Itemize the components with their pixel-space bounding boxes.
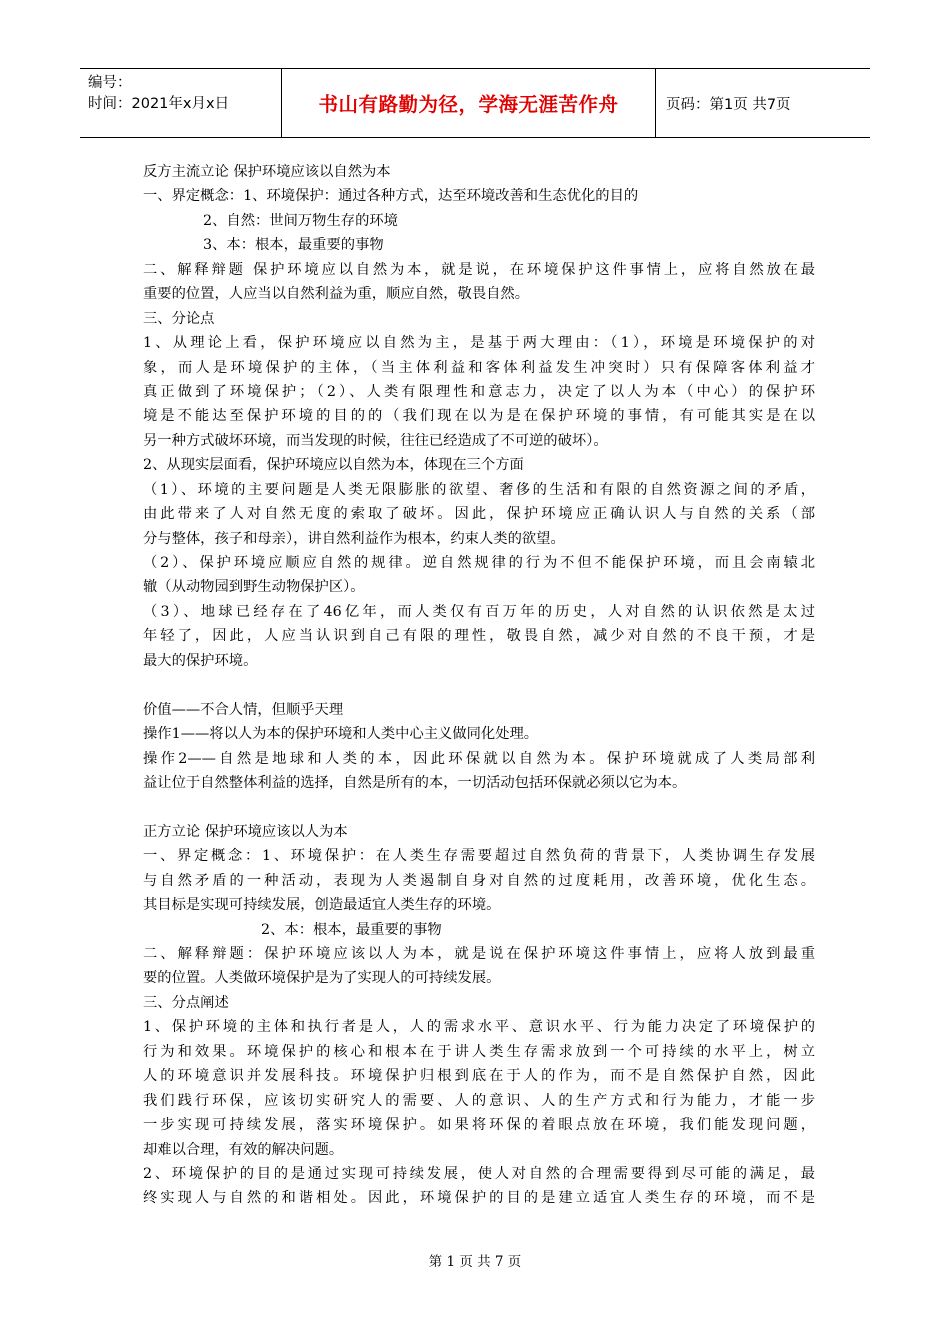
body-line: 境是不能达至保护环境的目的的（我们现在以为是在保护环境的事情，有可能其实是在以 (143, 408, 815, 425)
blank-line (143, 673, 815, 697)
blank-line (143, 795, 815, 819)
body-line: 我们践行环保，应该切实研究人的需要、人的意识、人的生产方式和行为能力，才能一步 (143, 1092, 815, 1109)
document-body (143, 160, 815, 1211)
body-line: 二、解释辩题：保护环境应该以人为本，就是说在保护环境这件事情上，应将人放到最重 (143, 946, 815, 962)
header-page-number: 页码：第1页 共7页 (666, 96, 791, 113)
body-line: 价值——不合人情，但顺乎天理 (143, 701, 344, 718)
body-line: 三、分论点 (143, 310, 215, 327)
body-line: 益让位于自然整体利益的选择，自然是所有的本，一切活动包括环保就必须以它为本。 (143, 774, 687, 791)
body-line: 行为和效果。环境保护的核心和根本在于讲人类生存需求放到一个可持续的水平上，树立 (143, 1043, 815, 1060)
body-line: 操作2——自然是地球和人类的本，因此环保就以自然为本。保护环境就成了人类局部利 (143, 750, 815, 767)
body-line: 3、本：根本，最重要的事物 (203, 237, 384, 254)
body-line: 另一种方式破坏环境，而当发现的时候，往往已经造成了不可逆的破坏）。 (143, 432, 608, 449)
body-line: 2、从现实层面看，保护环境应以自然为本，体现在三个方面 (143, 457, 524, 474)
body-line: 要的位置。人类做环境保护是为了实现人的可持续发展。 (143, 970, 501, 987)
footer-page-number: 第 1 页 共 7 页 (428, 1254, 522, 1270)
body-line: 1、保护环境的主体和执行者是人，人的需求水平、意识水平、行为能力决定了环境保护的 (143, 1019, 815, 1036)
body-line: 象，而人是环境保护的主体，（当主体利益和客体利益发生冲突时）只有保障客体利益才 (143, 359, 815, 376)
body-line: （2）、保护环境应顺应自然的规律。逆自然规律的行为不但不能保护环境，而且会南辕北 (143, 555, 815, 571)
body-line: （3）、地球已经存在了46亿年，而人类仅有百万年的历史，人对自然的认识依然是太过 (143, 603, 815, 620)
body-line: 三、分点阐述 (143, 994, 229, 1011)
body-line: 正方立论 保护环境应该以人为本 (143, 823, 348, 840)
body-line: 却难以合理，有效的解决问题。 (143, 1141, 344, 1158)
body-line: 反方主流立论 保护环境应该以自然为本 (143, 164, 391, 180)
body-line: 分与整体，孩子和母亲），讲自然利益作为根本，约束人类的欲望。 (143, 530, 565, 547)
body-line: （1）、环境的主要问题是人类无限膨胀的欲望、奢侈的生活和有限的自然资源之间的矛盾， (143, 481, 815, 498)
body-line: 一步实现可持续发展，落实环境保护。如果将环保的着眼点放在环境，我们能发现问题， (143, 1117, 815, 1134)
document-date-label: 时间：2021年x月x日 (88, 96, 230, 112)
body-line: 一、界定概念：1、环境保护：通过各种方式，达至环境改善和生态优化的目的 (143, 188, 639, 205)
page-footer (0, 1250, 950, 1270)
body-line: 真正做到了环境保护；（2）、人类有限理性和意志力，决定了以人为本（中心）的保护环 (143, 383, 815, 400)
body-line: 1、从理论上看，保护环境应以自然为主，是基于两大理由：（1），环境是环境保护的对 (143, 335, 815, 352)
body-line: 其目标是实现可持续发展，创造最适宜人类生存的环境。 (143, 897, 501, 914)
body-line: 终实现人与自然的和谐相处。因此，环境保护的目的是建立适宜人类生存的环境，而不是 (143, 1190, 815, 1207)
document-number-label: 编号： (88, 75, 132, 91)
body-line: 一、界定概念：1、环境保护：在人类生存需要超过自然负荷的背景下，人类协调生存发展 (143, 848, 815, 865)
body-line: 人的环境意识并发展科技。环境保护归根到底在于人的作为，而不是自然保护自然，因此 (143, 1068, 815, 1085)
body-line: 年轻了，因此，人应当认识到自己有限的理性，敬畏自然，减少对自然的不良干预，才是 (143, 628, 815, 645)
body-line: 最大的保护环境。 (143, 652, 258, 669)
body-line: 重要的位置，人应当以自然利益为重，顺应自然，敬畏自然。 (143, 286, 530, 303)
header-info-cell (80, 69, 282, 137)
body-line: 2、本：根本，最重要的事物 (261, 921, 442, 938)
body-line: 与自然矛盾的一种活动，表现为人类遏制自身对自然的过度耗用，改善环境，优化生态。 (143, 872, 815, 889)
body-line: 辙（从动物园到野生动物保护区）。 (143, 579, 365, 596)
body-line: 2、自然：世间万物生存的环境 (203, 212, 398, 229)
body-line: 2、环境保护的目的是通过实现可持续发展，使人对自然的合理需要得到尽可能的满足，最 (143, 1165, 815, 1182)
body-line: 二、解释辩题 保护环境应以自然为本，就是说，在环境保护这件事情上，应将自然放在最 (143, 261, 815, 278)
body-line: 操作1——将以人为本的保护环境和人类中心主义做同化处理。 (143, 726, 539, 743)
body-line: 由此带来了人对自然无度的索取了破坏。因此，保护环境应正确认识人与自然的关系（部 (143, 506, 815, 523)
header-motto: 书山有路勤为径，学海无涯苦作舟 (282, 69, 656, 137)
page-header (80, 68, 870, 138)
